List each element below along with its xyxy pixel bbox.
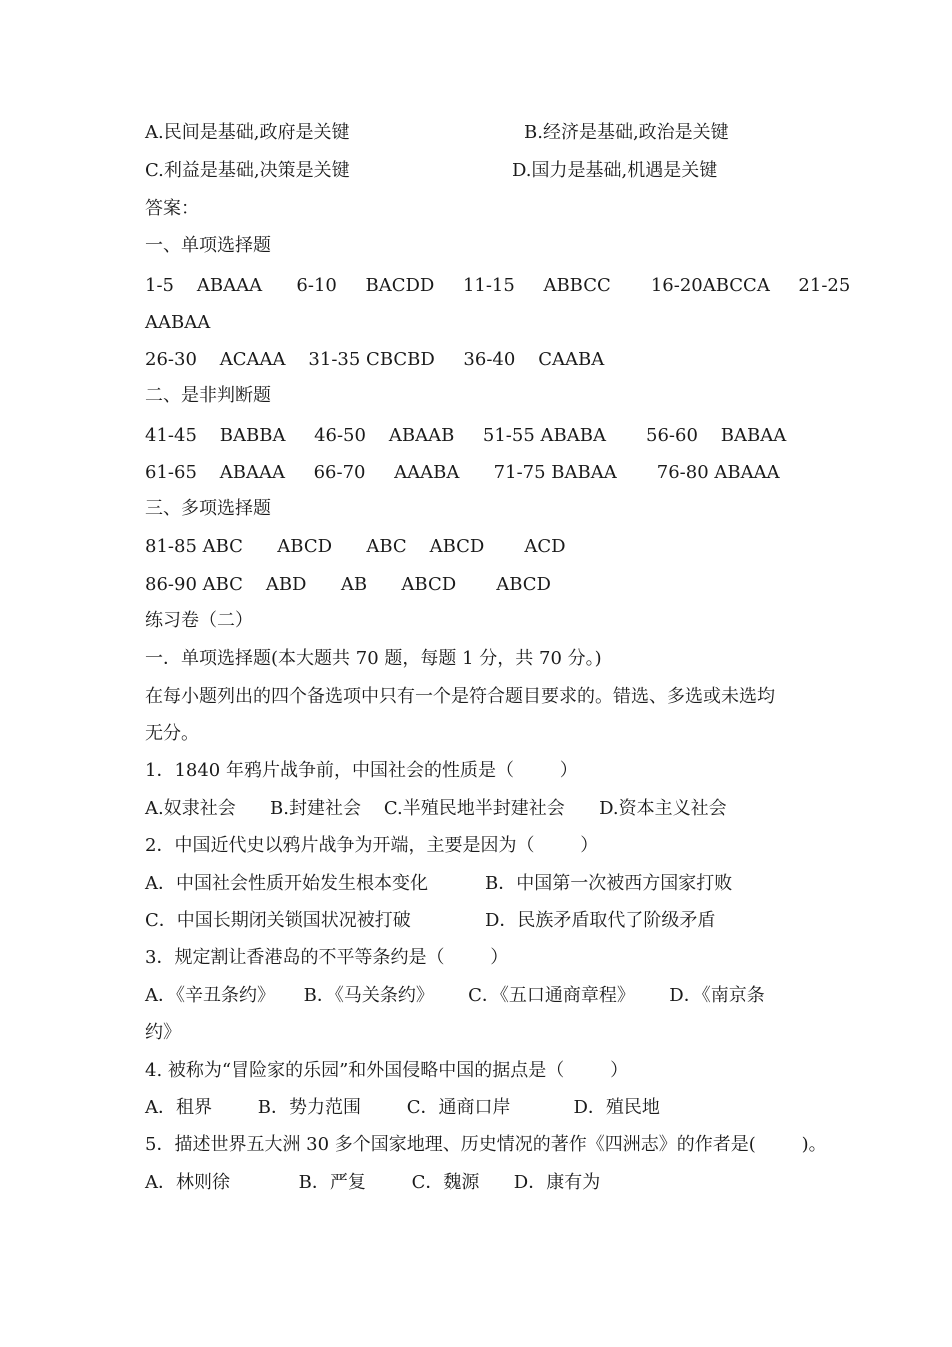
question-5: 5．描述世界五大洲 30 多个国家地理、历史情况的著作《四洲志》的作者是( )。 <box>145 1134 827 1155</box>
part1-title: 一．单项选择题(本大题共 70 题，每题 1 分，共 70 分。) <box>145 648 602 669</box>
section1-title: 一、单项选择题 <box>145 235 271 256</box>
question-1-options: A.奴隶社会 B.封建社会 C.半殖民地半封建社会 D.资本主义社会 <box>145 798 727 819</box>
question-3-options: A．《辛丑条约》 B．《马关条约》 C．《五口通商章程》 D．《南京条 <box>145 985 765 1006</box>
question-4: 4. 被称为“冒险家的乐园”和外国侵略中国的据点是（ ） <box>145 1060 629 1081</box>
option-b: B.经济是基础,政治是关键 <box>524 122 729 143</box>
question-2: 2．中国近代史以鸦片战争为开端，主要是因为（ ） <box>145 835 599 856</box>
instruction-line1: 在每小题列出的四个备选项中只有一个是符合题目要求的。错选、多选或未选均 <box>145 686 775 707</box>
question-2-option-d: D．民族矛盾取代了阶级矛盾 <box>485 910 716 931</box>
section3-title: 三、多项选择题 <box>145 498 271 519</box>
section1-answers-line2: 26-30 ACAAA 31-35 CBCBD 36-40 CAABA <box>145 349 605 370</box>
section2-title: 二、是非判断题 <box>145 385 271 406</box>
practice-title: 练习卷（二） <box>145 610 253 631</box>
option-d: D.国力是基础,机遇是关键 <box>512 160 718 181</box>
question-5-options: A．林则徐 B．严复 C．魏源 D．康有为 <box>145 1172 601 1193</box>
question-2-option-a: A．中国社会性质开始发生根本变化 <box>145 873 428 894</box>
question-2-option-c: C．中国长期闭关锁国状况被打破 <box>145 910 411 931</box>
section2-answers-line1: 41-45 BABBA 46-50 ABAAB 51-55 ABABA 56-60 BABAA <box>145 425 787 446</box>
question-1: 1．1840 年鸦片战争前，中国社会的性质是（ ） <box>145 760 578 781</box>
section1-answers-line1-cont: AABAA <box>145 312 211 333</box>
answers-title: 答案： <box>145 198 199 219</box>
question-4-options: A．租界 B．势力范围 C．通商口岸 D．殖民地 <box>145 1097 660 1118</box>
option-a: A.民间是基础,政府是关键 <box>145 122 350 143</box>
section2-answers-line2: 61-65 ABAAA 66-70 AAABA 71-75 BABAA 76-80 ABAAA <box>145 462 780 483</box>
instruction-line2: 无分。 <box>145 723 199 744</box>
section1-answers-line1: 1-5 ABAAA 6-10 BACDD 11-15 ABBCC 16-20ABCCA 21-25 <box>145 275 851 296</box>
question-3: 3．规定割让香港岛的不平等条约是（ ） <box>145 947 509 968</box>
section3-answers-line1: 81-85 ABC ABCD ABC ABCD ACD <box>145 536 566 557</box>
option-c: C.利益是基础,决策是关键 <box>145 160 350 181</box>
question-2-option-b: B．中国第一次被西方国家打败 <box>485 873 733 894</box>
section3-answers-line2: 86-90 ABC ABD AB ABCD ABCD <box>145 574 551 595</box>
question-3-options-cont: 约》 <box>145 1022 181 1043</box>
